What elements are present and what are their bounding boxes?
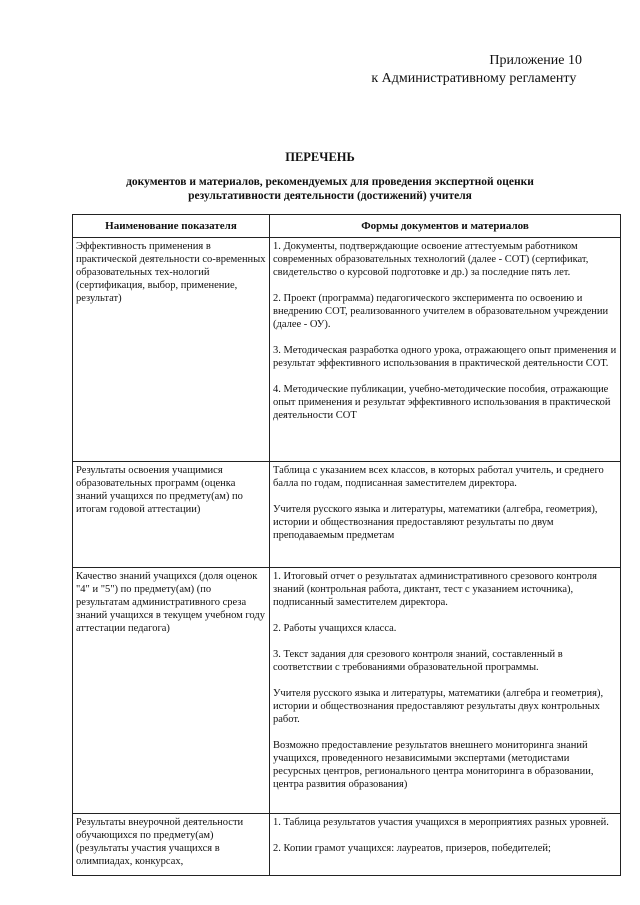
form-item: Учителя русского языка и литературы, математики (алгебра, геометрия), истории и обществознания предоставляют результаты по двум преподаваемым предметам xyxy=(273,504,598,541)
table-row xyxy=(73,238,621,462)
subtitle-line-2: результативности деятельности (достижений) учителя xyxy=(188,190,472,202)
indicator-cell: Эффективность применения в практической деятельности со-временных образовательных тех-нологий (сертификация, выбор, применение, результат) xyxy=(73,238,270,462)
indicator-cell: Результаты освоения учащимися образовательных программ (оценка знаний учащихся по предмету(ам) по итогам годовой аттестации) xyxy=(73,462,270,568)
form-item: Таблица с указанием всех классов, в которых работал учитель, и среднего балла по годам, подписанная заместителем директора. xyxy=(273,465,604,489)
form-item: 2. Проект (программа) педагогического эксперимента по освоению и внедрению СОТ, реализованного учителем в образовательном учреждении (далее - ОУ). xyxy=(273,293,609,330)
header-forms: Формы документов и материалов xyxy=(270,215,621,238)
forms-cell xyxy=(270,238,621,462)
appendix-number: Приложение 10 xyxy=(489,53,582,68)
document-title: ПЕРЕЧЕНЬ xyxy=(285,150,355,164)
form-item: 3. Методическая разработка одного урока, отражающего опыт применения и результат эффективного использования в практической деятельности СОТ. xyxy=(273,345,617,369)
table-row xyxy=(73,568,621,814)
appendix-reference: к Административному регламенту xyxy=(371,71,577,86)
form-item: 2. Работы учащихся класса. xyxy=(273,623,397,634)
form-item: 1. Итоговый отчет о результатах административного срезового контроля знаний (контрольная работа, диктант, тест с указанием источника), подписанный заместителем директора. xyxy=(273,571,597,608)
form-item: 1. Таблица результатов участия учащихся в мероприятиях разных уровней. xyxy=(273,817,609,828)
form-item: Возможно предоставление результатов внешнего мониторинга знаний учащихся, проведенного независимыми экспертами (методистами ресурсных центров, регионального центра мониторинга в образовании, центра развития образования) xyxy=(273,740,594,790)
form-item: 4. Методические публикации, учебно-методические пособия, отражающие опыт применения и результат эффективного использования в практической деятельности СОТ xyxy=(273,384,611,421)
indicator-cell: Качество знаний учащихся (доля оценок "4" и "5") по предмету(ам) (по результатам административного среза знаний учащихся в текущем учебном году аттестации педагога) xyxy=(73,568,270,814)
form-item: 3. Текст задания для срезового контроля знаний, составленный в соответствии с требованиями образовательной программы. xyxy=(273,649,563,673)
appendix-note xyxy=(371,52,582,88)
table-row xyxy=(73,462,621,568)
indicator-cell: Результаты внеурочной деятельности обучающихся по предмету(ам) (результаты участия учащихся в олимпиадах, конкурсах, xyxy=(73,814,270,876)
form-item: 1. Документы, подтверждающие освоение аттестуемым работником современных образовательных технологий (далее - СОТ) (сертификат, свидетельство о курсовой подготовке и др.) за последние пять лет. xyxy=(273,241,589,278)
header-indicator: Наименование показателя xyxy=(73,215,270,238)
form-item: 2. Копии грамот учащихся: лауреатов, призеров, победителей; xyxy=(273,843,551,854)
forms-cell xyxy=(270,462,621,568)
forms-cell xyxy=(270,568,621,814)
table-row xyxy=(73,814,621,876)
subtitle-line-1: документов и материалов, рекомендуемых для проведения экспертной оценки xyxy=(126,176,534,188)
form-item: Учителя русского языка и литературы, математики (алгебра и геометрия), истории и обществознания предоставляют результаты двух контрольных работ. xyxy=(273,688,604,725)
table-header-row xyxy=(73,215,621,238)
documents-table xyxy=(72,214,621,876)
document-subtitle xyxy=(100,175,560,203)
forms-cell xyxy=(270,814,621,876)
